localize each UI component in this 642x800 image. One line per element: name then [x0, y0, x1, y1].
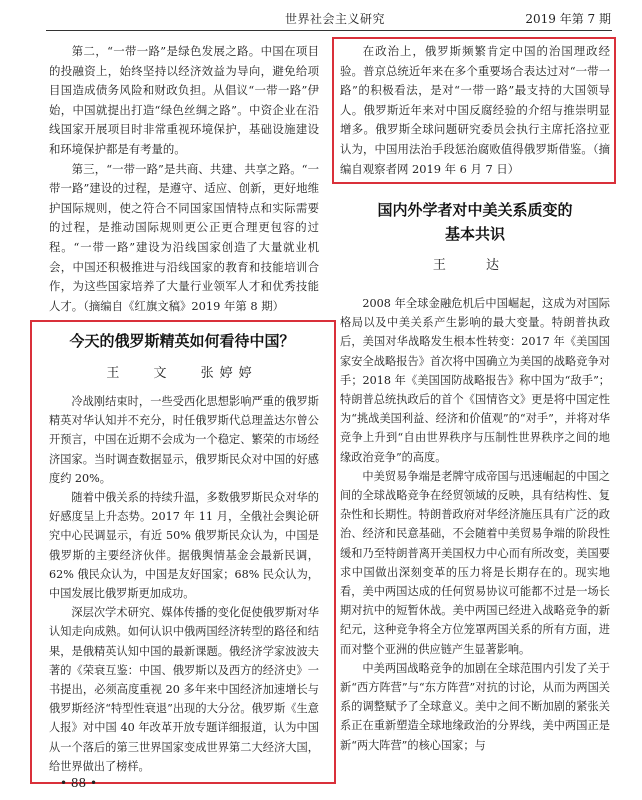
- title-line: 国内外学者对中美关系质变的: [377, 201, 573, 219]
- paragraph: 中美贸易争端是老牌守成帝国与迅速崛起的中国之间的全球战略竞争在经贸领域的反映，具有结构性、复杂性和长期性。特朗普政府对华经济施压具有广泛的政治、经济和民意基础，不会随着中美贸易争端的阶段性缓和乃至特朗普离开美国权力中心而有所改变，美国要求中国做出深刻变革的压力将是长期存在的。现实地看，美中两国达成的任何贸易协议可能都不过是一场长期对抗中的短暂休战。美中两国已经进入战略竞争的新纪元，这种竞争将全方位笼罩两国关系的所有方面，进而对整个亚洲的供应链产生显著影响。: [340, 469, 610, 656]
- page-number: • 88 •: [60, 776, 98, 790]
- title-line: 基本共识: [444, 225, 505, 243]
- article-title: 今天的俄罗斯精英如何看待中国？: [69, 332, 295, 350]
- running-header: [0, 10, 642, 30]
- journal-name: 世界社会主义研究: [285, 12, 386, 26]
- paragraph: 第二，“一带一路”是绿色发展之路。中国在项目的投融资上，始终坚持以经济效益为导向，避免给项目国造成债务风险和财政负担。从倡议“一带一路”伊始，中国就提出打造“绿色丝绸之路”。中资企业在沿线国家开展项目时非常重视环境保护，基础设施建设和环境保护都是有考量的。: [49, 44, 319, 156]
- article-body: [340, 294, 610, 755]
- article-author: 王 达: [432, 258, 518, 273]
- paragraph: 第三，“一带一路”是共商、共建、共享之路。“一带一路”建设的过程，是遵守、适应、创新，更好地维护国际规则，使之符合不同国家国情特点和实际需要的过程，是推动国际规则更公正更合理更包容的过程。“一带一路”建设为沿线国家创造了大量就业机会，中国还积极推进与沿线国家的教育和技能培训合作，为这些国家培养了大量行业领军人才和优秀技能人才。（摘编自《红旗文稿》2019 年第 8 期）: [49, 161, 319, 313]
- article-authors: [34, 362, 330, 381]
- author-name: 王 文: [106, 366, 173, 381]
- paragraph: 中美两国战略竞争的加剧在全球范围内引发了关于新“西方阵营”与“东方阵营”对抗的讨论，从而为两国关系的调整赋予了全球意义。美中之间不断加剧的紧张关系正在重新塑造全球地缘政治的分界线，美中两国正是新“两大阵营”的核心国家；与: [340, 661, 610, 752]
- article-title: [340, 198, 610, 246]
- paragraph: 随着中俄关系的持续升温，多数俄罗斯民众对华的好感度呈上升态势。2017 年 11 月，全俄社会舆论研究中心民调显示，有近 50% 俄罗斯民众认为，中国是俄罗斯的主要经济伙伴。据俄舆情基金会最新民调，62% 俄民众认为，中国是友好国家；68% 民众认为，中国发展比俄罗斯更加成功。: [49, 491, 319, 601]
- issue-number: 2019 年第 7 期: [525, 12, 611, 26]
- paragraph: 冷战刚结束时，一些受西化思想影响严重的俄罗斯精英对华认知并不充分，时任俄罗斯代总理盖达尔曾公开预言，中国在近期不会成为一个稳定、繁荣的市场经济国家。当时调查数据显示，俄罗斯民众对中国的好感度约 20%。: [49, 395, 319, 485]
- author-name: 张婷婷: [200, 366, 258, 381]
- left-column-continuation: [49, 42, 319, 316]
- paragraph: 2008 年全球金融危机后中国崛起，这成为对国际格局以及中美关系产生影响的最大变量。特朗普执政后，美国对华战略发生根本性转变：2017 年《美国国家安全战略报告》首次将中国确立为美国的战略竞争对手；2018 年《美国国防战略报告》称中国为“敌手”；特朗普总统执政后的首个《国情咨文》更是将中国定性为“挑战美国利益、经济和价值观”的“对手”，并将对华竞争上升到“自由世界秩序与压制性世界秩序之间的地缘政治竞争”的高度。: [340, 297, 610, 464]
- paragraph: 在政治上，俄罗斯频繁肯定中国的治国理政经验。普京总统近年来在多个重要场合表达过对“一带一路”的积极看法，是对“一带一路”最支持的大国领导人。俄罗斯近年来对中国反腐经验的介绍与推崇明显增多。俄罗斯全球问题研究委员会执行主席托洛拉亚认为，中国用法治手段惩治腐败值得俄罗斯借鉴。（摘编自观察者网 2019 年 6 月 7 日）: [340, 44, 610, 176]
- article-body: [49, 392, 319, 776]
- right-column-continuation: [340, 42, 610, 179]
- header-rule: [46, 30, 612, 31]
- paragraph: 深层次学术研究、媒体传播的变化促使俄罗斯对华认知走向成熟。如何认识中俄两国经济转型的路径和结果，是俄精英认知中国的最新课题。俄经济学家波波夫著的《荣衰互鉴：中国、俄罗斯以及西方的经济史》一书提出，必须高度重视 20 多年来中国经济加速增长与俄罗斯经济“特型性衰退”出现的大分岔。俄罗斯《生意人报》对中国 40 年改革开放专题详细报道，认为中国从一个落后的第三世界国家变成世界第二大经济大国，给世界做出了榜样。: [49, 606, 319, 773]
